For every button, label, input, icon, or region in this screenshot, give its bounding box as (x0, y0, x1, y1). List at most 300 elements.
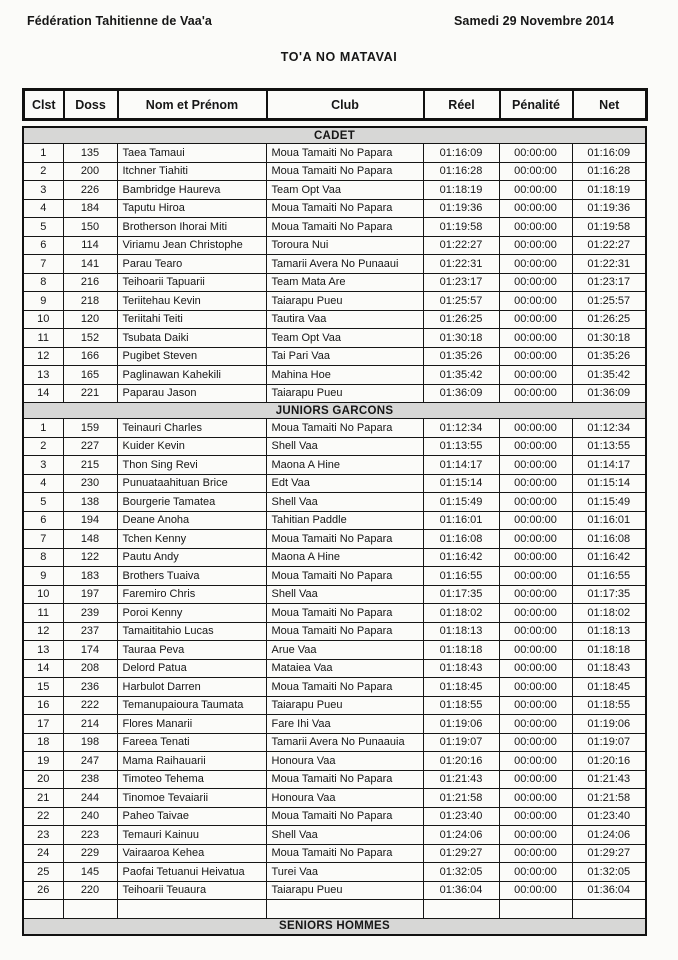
net-time-cell: 01:35:26 (572, 347, 646, 366)
net-time-cell: 01:18:55 (572, 696, 646, 715)
reel-time-cell: 01:22:27 (423, 236, 499, 255)
penalite-time-cell: 00:00:00 (499, 641, 572, 660)
reel-time-cell: 01:15:14 (423, 474, 499, 493)
penalite-time-cell: 00:00:00 (499, 863, 572, 882)
name-cell: Temanupaioura Taumata (117, 696, 266, 715)
result-row (23, 329, 646, 348)
empty-cell (499, 900, 572, 919)
name-cell: Mama Raihauarii (117, 752, 266, 771)
name-cell: Teihoarii Tapuarii (117, 273, 266, 292)
bib-cell: 229 (63, 844, 117, 863)
net-time-cell: 01:18:02 (572, 604, 646, 623)
section-row-cadet (23, 127, 646, 144)
reel-time-cell: 01:23:17 (423, 273, 499, 292)
empty-row (23, 900, 646, 919)
reel-time-cell: 01:24:06 (423, 826, 499, 845)
net-time-cell: 01:19:58 (572, 218, 646, 237)
bib-cell: 218 (63, 292, 117, 311)
club-cell: Maona A Hine (266, 548, 423, 567)
bib-cell: 120 (63, 310, 117, 329)
penalite-time-cell: 00:00:00 (499, 789, 572, 808)
rank-cell: 2 (23, 437, 63, 456)
name-cell: Tchen Kenny (117, 530, 266, 549)
result-row (23, 347, 646, 366)
reel-time-cell: 01:16:09 (423, 144, 499, 163)
organization-name: Fédération Tahitienne de Vaa'a (27, 14, 212, 28)
rank-cell: 25 (23, 863, 63, 882)
club-cell: Taiarapu Pueu (266, 696, 423, 715)
reel-time-cell: 01:29:27 (423, 844, 499, 863)
reel-time-cell: 01:21:43 (423, 770, 499, 789)
penalite-time-cell: 00:00:00 (499, 493, 572, 512)
result-row (23, 752, 646, 771)
bib-cell: 166 (63, 347, 117, 366)
result-row (23, 696, 646, 715)
result-row (23, 863, 646, 882)
reel-time-cell: 01:16:42 (423, 548, 499, 567)
net-time-cell: 01:14:17 (572, 456, 646, 475)
penalite-time-cell: 00:00:00 (499, 236, 572, 255)
bib-cell: 220 (63, 881, 117, 900)
club-cell: Taiarapu Pueu (266, 384, 423, 403)
results-table (22, 126, 647, 936)
result-row (23, 715, 646, 734)
name-cell: Brothers Tuaiva (117, 567, 266, 586)
penalite-time-cell: 00:00:00 (499, 807, 572, 826)
bib-cell: 226 (63, 181, 117, 200)
net-time-cell: 01:23:40 (572, 807, 646, 826)
bib-cell: 227 (63, 437, 117, 456)
net-time-cell: 01:25:57 (572, 292, 646, 311)
name-cell: Teriitahi Teiti (117, 310, 266, 329)
rank-cell: 15 (23, 678, 63, 697)
club-cell: Moua Tamaiti No Papara (266, 844, 423, 863)
penalite-time-cell: 00:00:00 (499, 419, 572, 438)
club-cell: Moua Tamaiti No Papara (266, 199, 423, 218)
rank-cell: 1 (23, 144, 63, 163)
empty-cell (63, 900, 117, 919)
penalite-time-cell: 00:00:00 (499, 770, 572, 789)
name-cell: Delord Patua (117, 659, 266, 678)
column-header-doss: Doss (64, 90, 118, 120)
club-cell: Tautira Vaa (266, 310, 423, 329)
reel-time-cell: 01:21:58 (423, 789, 499, 808)
bib-cell: 141 (63, 255, 117, 274)
reel-time-cell: 01:16:08 (423, 530, 499, 549)
result-row (23, 807, 646, 826)
penalite-time-cell: 00:00:00 (499, 273, 572, 292)
club-cell: Team Opt Vaa (266, 329, 423, 348)
reel-time-cell: 01:23:40 (423, 807, 499, 826)
net-time-cell: 01:15:49 (572, 493, 646, 512)
name-cell: Paofai Tetuanui Heivatua (117, 863, 266, 882)
bib-cell: 197 (63, 585, 117, 604)
club-cell: Moua Tamaiti No Papara (266, 218, 423, 237)
column-header-name: Nom et Prénom (118, 90, 267, 120)
net-time-cell: 01:35:42 (572, 366, 646, 385)
net-time-cell: 01:24:06 (572, 826, 646, 845)
result-row (23, 567, 646, 586)
rank-cell: 21 (23, 789, 63, 808)
net-time-cell: 01:29:27 (572, 844, 646, 863)
penalite-time-cell: 00:00:00 (499, 199, 572, 218)
net-time-cell: 01:16:55 (572, 567, 646, 586)
club-cell: Moua Tamaiti No Papara (266, 144, 423, 163)
name-cell: Kuider Kevin (117, 437, 266, 456)
penalite-time-cell: 00:00:00 (499, 456, 572, 475)
reel-time-cell: 01:36:04 (423, 881, 499, 900)
penalite-time-cell: 00:00:00 (499, 752, 572, 771)
result-row (23, 292, 646, 311)
rank-cell: 11 (23, 604, 63, 623)
penalite-time-cell: 00:00:00 (499, 218, 572, 237)
reel-time-cell: 01:36:09 (423, 384, 499, 403)
rank-cell: 8 (23, 273, 63, 292)
results-table-body (23, 127, 646, 935)
document-date: Samedi 29 Novembre 2014 (453, 14, 614, 28)
club-cell: Moua Tamaiti No Papara (266, 419, 423, 438)
club-cell: Team Mata Are (266, 273, 423, 292)
rank-cell: 2 (23, 162, 63, 181)
net-time-cell: 01:23:17 (572, 273, 646, 292)
result-row (23, 511, 646, 530)
rank-cell: 24 (23, 844, 63, 863)
result-row (23, 474, 646, 493)
penalite-time-cell: 00:00:00 (499, 659, 572, 678)
section-row-juniors-garcons (23, 403, 646, 419)
club-cell: Moua Tamaiti No Papara (266, 678, 423, 697)
net-time-cell: 01:30:18 (572, 329, 646, 348)
result-row (23, 493, 646, 512)
club-cell: Moua Tamaiti No Papara (266, 622, 423, 641)
document-header (27, 14, 614, 28)
club-cell: Tahitian Paddle (266, 511, 423, 530)
bib-cell: 152 (63, 329, 117, 348)
column-header-net: Net (573, 90, 647, 120)
net-time-cell: 01:15:14 (572, 474, 646, 493)
club-cell: Maona A Hine (266, 456, 423, 475)
penalite-time-cell: 00:00:00 (499, 678, 572, 697)
result-row (23, 770, 646, 789)
bib-cell: 240 (63, 807, 117, 826)
net-time-cell: 01:16:01 (572, 511, 646, 530)
rank-cell: 13 (23, 366, 63, 385)
reel-time-cell: 01:35:42 (423, 366, 499, 385)
rank-cell: 14 (23, 384, 63, 403)
result-row (23, 530, 646, 549)
reel-time-cell: 01:17:35 (423, 585, 499, 604)
club-cell: Moua Tamaiti No Papara (266, 162, 423, 181)
net-time-cell: 01:18:18 (572, 641, 646, 660)
bib-cell: 230 (63, 474, 117, 493)
rank-cell: 5 (23, 493, 63, 512)
rank-cell: 10 (23, 310, 63, 329)
club-cell: Moua Tamaiti No Papara (266, 530, 423, 549)
name-cell: Deane Anoha (117, 511, 266, 530)
result-row (23, 585, 646, 604)
net-time-cell: 01:16:09 (572, 144, 646, 163)
name-cell: Tsubata Daiki (117, 329, 266, 348)
empty-cell (266, 900, 423, 919)
club-cell: Taiarapu Pueu (266, 292, 423, 311)
bib-cell: 223 (63, 826, 117, 845)
reel-time-cell: 01:16:28 (423, 162, 499, 181)
rank-cell: 18 (23, 733, 63, 752)
penalite-time-cell: 00:00:00 (499, 567, 572, 586)
name-cell: Taputu Hiroa (117, 199, 266, 218)
rank-cell: 7 (23, 530, 63, 549)
result-row (23, 789, 646, 808)
name-cell: Pautu Andy (117, 548, 266, 567)
result-row (23, 384, 646, 403)
bib-cell: 183 (63, 567, 117, 586)
club-cell: Toroura Nui (266, 236, 423, 255)
penalite-time-cell: 00:00:00 (499, 604, 572, 623)
rank-cell: 7 (23, 255, 63, 274)
name-cell: Paglinawan Kahekili (117, 366, 266, 385)
penalite-time-cell: 00:00:00 (499, 347, 572, 366)
name-cell: Faremiro Chris (117, 585, 266, 604)
bib-cell: 174 (63, 641, 117, 660)
penalite-time-cell: 00:00:00 (499, 585, 572, 604)
section-header-cadet: CADET (23, 127, 646, 144)
net-time-cell: 01:18:13 (572, 622, 646, 641)
penalite-time-cell: 00:00:00 (499, 366, 572, 385)
result-row (23, 622, 646, 641)
rank-cell: 1 (23, 419, 63, 438)
rank-cell: 5 (23, 218, 63, 237)
rank-cell: 9 (23, 567, 63, 586)
rank-cell: 11 (23, 329, 63, 348)
bib-cell: 237 (63, 622, 117, 641)
column-header-club: Club (267, 90, 424, 120)
column-header-reel: Réel (424, 90, 500, 120)
bib-cell: 208 (63, 659, 117, 678)
rank-cell: 14 (23, 659, 63, 678)
result-row (23, 199, 646, 218)
section-header-seniors-hommes: SENIORS HOMMES (23, 918, 646, 935)
net-time-cell: 01:18:19 (572, 181, 646, 200)
net-time-cell: 01:18:45 (572, 678, 646, 697)
penalite-time-cell: 00:00:00 (499, 881, 572, 900)
rank-cell: 17 (23, 715, 63, 734)
reel-time-cell: 01:18:55 (423, 696, 499, 715)
club-cell: Fare Ihi Vaa (266, 715, 423, 734)
reel-time-cell: 01:30:18 (423, 329, 499, 348)
club-cell: Mahina Hoe (266, 366, 423, 385)
column-header-clst: Clst (24, 90, 64, 120)
name-cell: Pugibet Steven (117, 347, 266, 366)
reel-time-cell: 01:18:19 (423, 181, 499, 200)
net-time-cell: 01:13:55 (572, 437, 646, 456)
name-cell: Tamaititahio Lucas (117, 622, 266, 641)
name-cell: Taea Tamaui (117, 144, 266, 163)
name-cell: Teriitehau Kevin (117, 292, 266, 311)
empty-cell (117, 900, 266, 919)
reel-time-cell: 01:19:36 (423, 199, 499, 218)
reel-time-cell: 01:22:31 (423, 255, 499, 274)
reel-time-cell: 01:18:18 (423, 641, 499, 660)
penalite-time-cell: 00:00:00 (499, 162, 572, 181)
bib-cell: 244 (63, 789, 117, 808)
result-row (23, 456, 646, 475)
club-cell: Shell Vaa (266, 493, 423, 512)
net-time-cell: 01:36:04 (572, 881, 646, 900)
net-time-cell: 01:16:28 (572, 162, 646, 181)
penalite-time-cell: 00:00:00 (499, 511, 572, 530)
result-row (23, 162, 646, 181)
bib-cell: 221 (63, 384, 117, 403)
column-header-penalite: Pénalité (500, 90, 573, 120)
bib-cell: 150 (63, 218, 117, 237)
bib-cell: 247 (63, 752, 117, 771)
bib-cell: 194 (63, 511, 117, 530)
club-cell: Moua Tamaiti No Papara (266, 807, 423, 826)
name-cell: Itchner Tiahiti (117, 162, 266, 181)
reel-time-cell: 01:18:43 (423, 659, 499, 678)
name-cell: Fareea Tenati (117, 733, 266, 752)
result-row (23, 437, 646, 456)
club-cell: Shell Vaa (266, 437, 423, 456)
net-time-cell: 01:26:25 (572, 310, 646, 329)
column-header-row (24, 90, 647, 120)
result-row (23, 604, 646, 623)
name-cell: Vairaaroa Kehea (117, 844, 266, 863)
name-cell: Paheo Taivae (117, 807, 266, 826)
bib-cell: 200 (63, 162, 117, 181)
bib-cell: 122 (63, 548, 117, 567)
result-row (23, 641, 646, 660)
club-cell: Honoura Vaa (266, 789, 423, 808)
empty-cell (423, 900, 499, 919)
result-row (23, 273, 646, 292)
club-cell: Moua Tamaiti No Papara (266, 770, 423, 789)
rank-cell: 4 (23, 474, 63, 493)
section-row-seniors-hommes (23, 918, 646, 935)
penalite-time-cell: 00:00:00 (499, 474, 572, 493)
reel-time-cell: 01:20:16 (423, 752, 499, 771)
penalite-time-cell: 00:00:00 (499, 696, 572, 715)
result-row (23, 366, 646, 385)
bib-cell: 238 (63, 770, 117, 789)
rank-cell: 6 (23, 511, 63, 530)
bib-cell: 159 (63, 419, 117, 438)
name-cell: Timoteo Tehema (117, 770, 266, 789)
page-title: TO'A NO MATAVAI (280, 50, 398, 64)
club-cell: Taiarapu Pueu (266, 881, 423, 900)
club-cell: Tai Pari Vaa (266, 347, 423, 366)
bib-cell: 184 (63, 199, 117, 218)
bib-cell: 215 (63, 456, 117, 475)
result-row (23, 181, 646, 200)
reel-time-cell: 01:16:01 (423, 511, 499, 530)
club-cell: Mataiea Vaa (266, 659, 423, 678)
reel-time-cell: 01:18:45 (423, 678, 499, 697)
result-row (23, 659, 646, 678)
name-cell: Tauraa Peva (117, 641, 266, 660)
name-cell: Teinauri Charles (117, 419, 266, 438)
net-time-cell: 01:32:05 (572, 863, 646, 882)
rank-cell: 3 (23, 181, 63, 200)
penalite-time-cell: 00:00:00 (499, 715, 572, 734)
result-row (23, 826, 646, 845)
club-cell: Shell Vaa (266, 826, 423, 845)
club-cell: Team Opt Vaa (266, 181, 423, 200)
net-time-cell: 01:36:09 (572, 384, 646, 403)
net-time-cell: 01:22:27 (572, 236, 646, 255)
bib-cell: 214 (63, 715, 117, 734)
name-cell: Teihoarii Teuaura (117, 881, 266, 900)
club-cell: Moua Tamaiti No Papara (266, 604, 423, 623)
reel-time-cell: 01:32:05 (423, 863, 499, 882)
reel-time-cell: 01:16:55 (423, 567, 499, 586)
penalite-time-cell: 00:00:00 (499, 384, 572, 403)
penalite-time-cell: 00:00:00 (499, 292, 572, 311)
club-cell: Edt Vaa (266, 474, 423, 493)
penalite-time-cell: 00:00:00 (499, 530, 572, 549)
net-time-cell: 01:19:06 (572, 715, 646, 734)
net-time-cell: 01:19:36 (572, 199, 646, 218)
reel-time-cell: 01:18:13 (423, 622, 499, 641)
net-time-cell: 01:12:34 (572, 419, 646, 438)
rank-cell: 20 (23, 770, 63, 789)
rank-cell: 3 (23, 456, 63, 475)
rank-cell: 9 (23, 292, 63, 311)
club-cell: Shell Vaa (266, 585, 423, 604)
penalite-time-cell: 00:00:00 (499, 826, 572, 845)
reel-time-cell: 01:14:17 (423, 456, 499, 475)
column-header-table (22, 88, 648, 121)
net-time-cell: 01:21:43 (572, 770, 646, 789)
reel-time-cell: 01:19:06 (423, 715, 499, 734)
penalite-time-cell: 00:00:00 (499, 622, 572, 641)
net-time-cell: 01:16:42 (572, 548, 646, 567)
bib-cell: 135 (63, 144, 117, 163)
rank-cell: 8 (23, 548, 63, 567)
name-cell: Poroi Kenny (117, 604, 266, 623)
result-row (23, 144, 646, 163)
penalite-time-cell: 00:00:00 (499, 329, 572, 348)
bib-cell: 239 (63, 604, 117, 623)
result-row (23, 548, 646, 567)
rank-cell: 23 (23, 826, 63, 845)
bib-cell: 138 (63, 493, 117, 512)
result-row (23, 236, 646, 255)
club-cell: Tamarii Avera No Punaauia (266, 733, 423, 752)
rank-cell: 13 (23, 641, 63, 660)
rank-cell: 10 (23, 585, 63, 604)
name-cell: Bambridge Haureva (117, 181, 266, 200)
rank-cell: 16 (23, 696, 63, 715)
bib-cell: 198 (63, 733, 117, 752)
bib-cell: 222 (63, 696, 117, 715)
result-row (23, 881, 646, 900)
penalite-time-cell: 00:00:00 (499, 310, 572, 329)
penalite-time-cell: 00:00:00 (499, 144, 572, 163)
penalite-time-cell: 00:00:00 (499, 437, 572, 456)
club-cell: Moua Tamaiti No Papara (266, 567, 423, 586)
penalite-time-cell: 00:00:00 (499, 733, 572, 752)
name-cell: Tinomoe Tevaiarii (117, 789, 266, 808)
name-cell: Parau Tearo (117, 255, 266, 274)
rank-cell: 19 (23, 752, 63, 771)
result-row (23, 678, 646, 697)
section-header-juniors-garcons: JUNIORS GARCONS (23, 403, 646, 419)
bib-cell: 114 (63, 236, 117, 255)
net-time-cell: 01:19:07 (572, 733, 646, 752)
name-cell: Bourgerie Tamatea (117, 493, 266, 512)
penalite-time-cell: 00:00:00 (499, 255, 572, 274)
